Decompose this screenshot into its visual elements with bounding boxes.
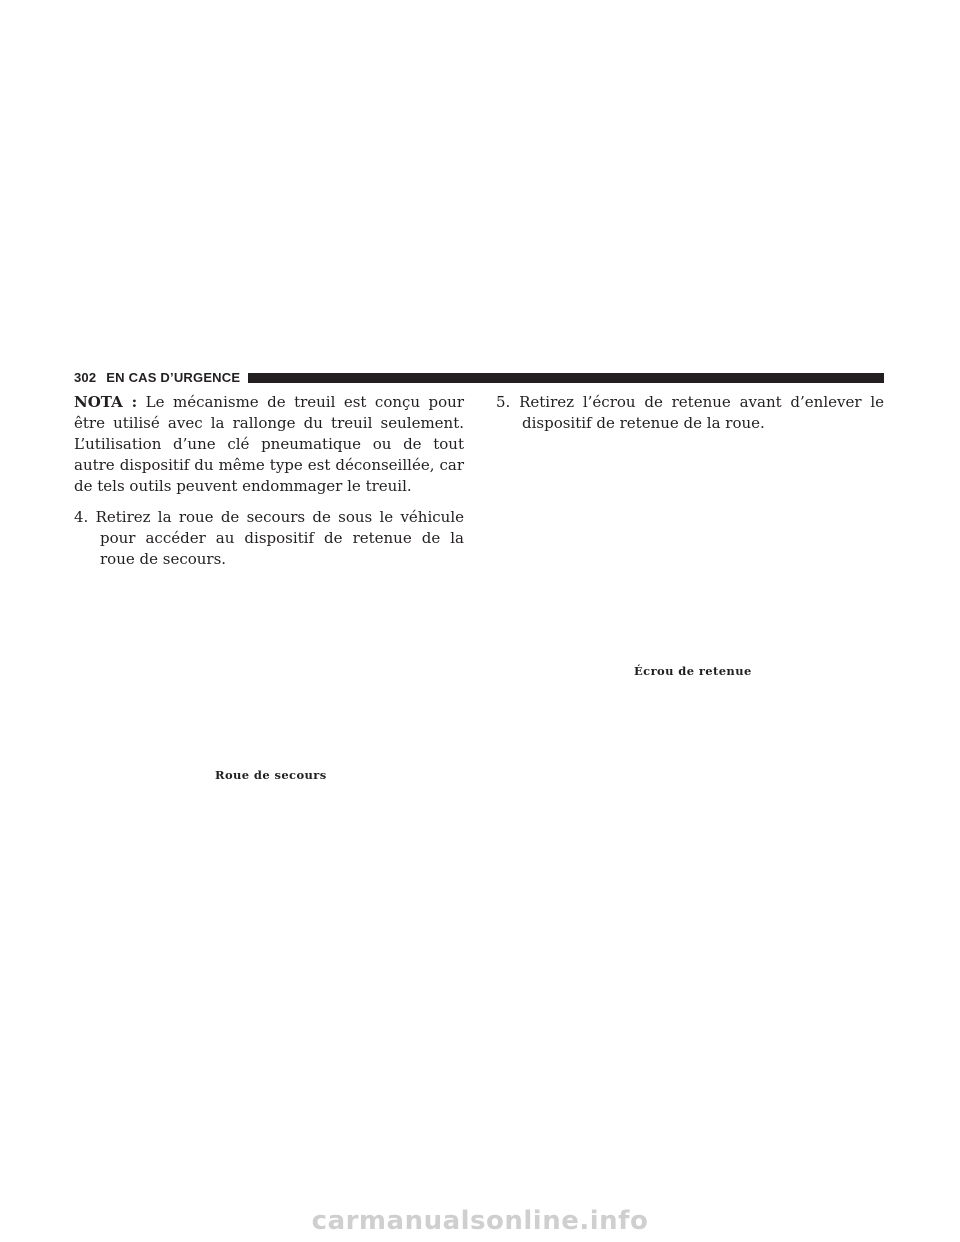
note-paragraph	[74, 392, 464, 497]
watermark-text: carmanualsonline.info	[311, 1206, 649, 1236]
note-text: Le mécanisme de treuil est conçu pour être utilisé avec la rallonge du treuil seulement. L’utilisation d’une clé pneumatique ou de tout autre dispositif du même type est déconseillée, car de tels outils peuvent endommager le treuil.	[74, 393, 464, 495]
right-column	[496, 392, 884, 434]
section-title: EN CAS D’URGENCE	[106, 370, 241, 385]
step-4: 4. Retirez la roue de secours de sous le véhicule pour accéder au dispositif de retenue de la roue de secours.	[74, 508, 464, 568]
spare-wheel-caption: Roue de secours	[215, 768, 327, 782]
note-label: NOTA :	[74, 393, 138, 411]
step-5: 5. Retirez l’écrou de retenue avant d’enlever le dispositif de retenue de la roue.	[496, 393, 884, 432]
retaining-nut-caption: Écrou de retenue	[634, 664, 752, 678]
left-column	[74, 392, 464, 570]
header-rule	[248, 373, 884, 383]
page-number: 302	[74, 370, 97, 385]
page-header	[74, 370, 884, 386]
